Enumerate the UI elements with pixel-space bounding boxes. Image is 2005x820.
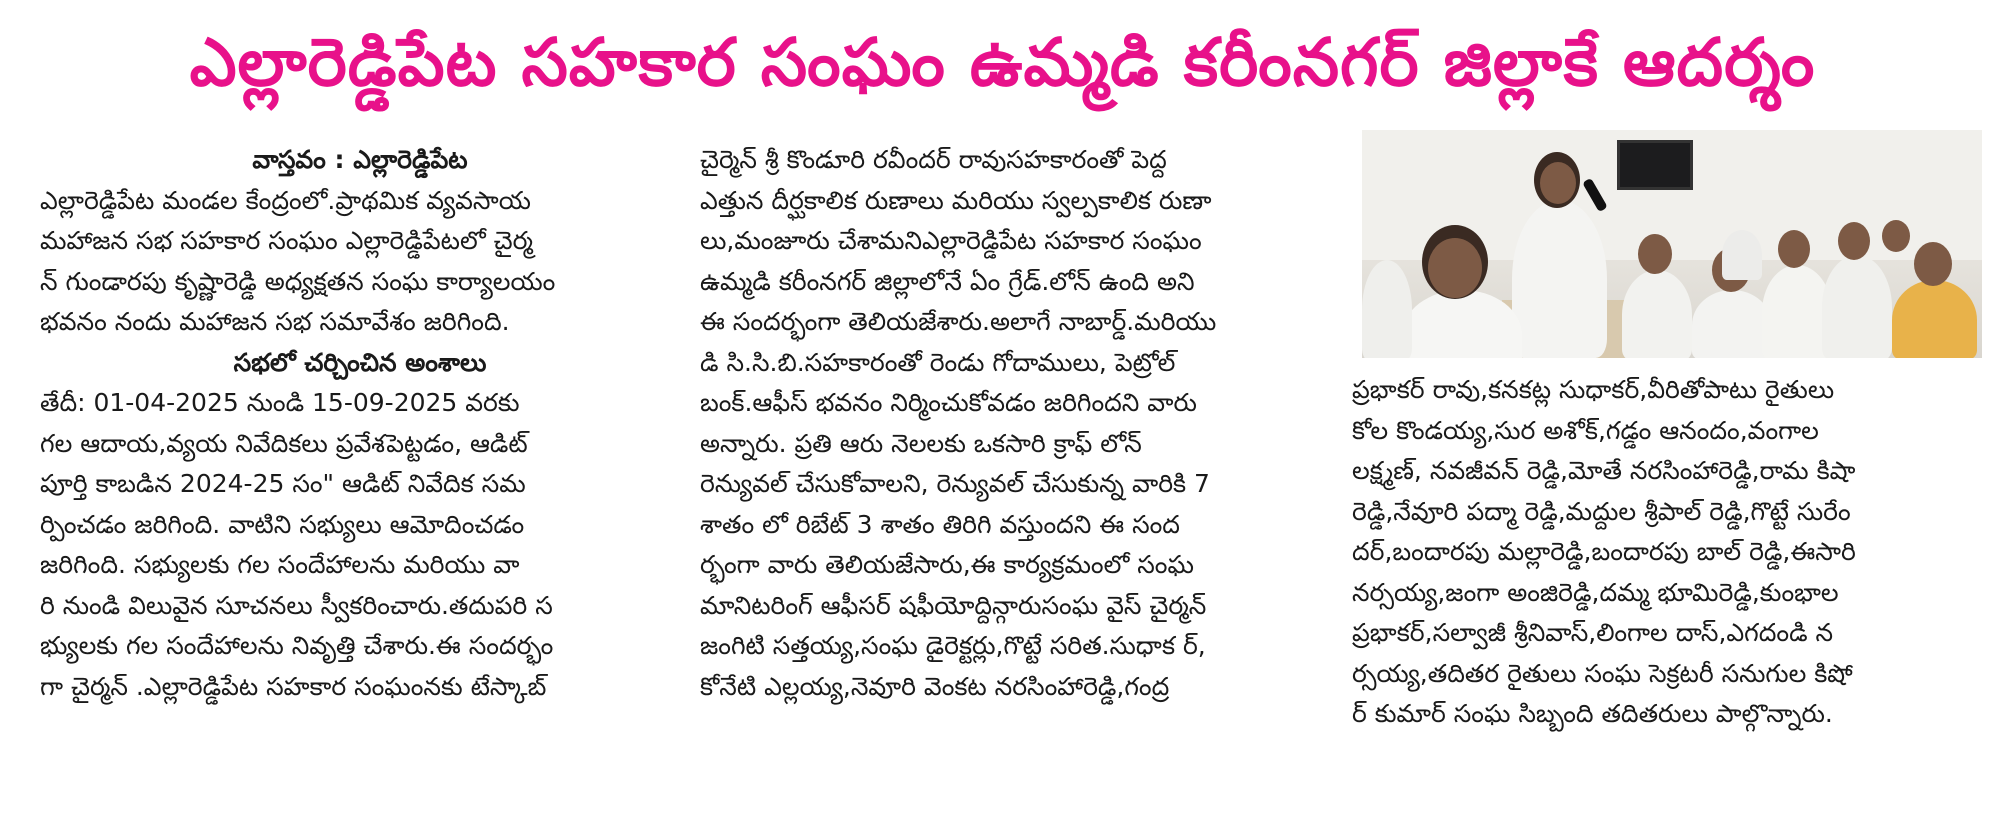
text-line: రెన్యువల్ చేసుకోవాలని, రెన్యువల్ చేసుకున్న వారికి 7 xyxy=(700,469,1210,498)
attendee-face xyxy=(1882,220,1910,252)
text-line: లు,మంజూరు చేశామనిఎల్లారెడ్డిపేట సహకార సంఘం xyxy=(700,226,1202,255)
article-column-2 xyxy=(700,140,1340,707)
dateline: వాస్తవం : ఎల్లారెడ్డిపేట xyxy=(252,145,468,174)
text-line: ఈ సందర్భంగా తెలియజేశారు.అలాగే నాబార్డ్.మరియు xyxy=(700,307,1217,336)
attendee-figure xyxy=(1362,260,1412,358)
text-line: ర్సయ్య,తదితర రైతులు సంఘ సెక్రటరీ సనుగుల కిషో xyxy=(1352,658,1853,688)
text-line: ఉమ్మడి కరీంనగర్ జిల్లాలోనే ఏం గ్రేడ్.లోన్ ఉంది అని xyxy=(700,266,1195,296)
meeting-photo xyxy=(1362,130,1982,358)
text-line: ర్భంగా వారు తెలియజేసారు,ఈ కార్యక్రమంలో సంఘ xyxy=(700,550,1194,579)
text-line: ప్రభాకర్,సల్వాజీ శ్రీనివాస్,లింగాల దాస్,ఎగదండి న xyxy=(1352,618,1834,647)
article-column-3 xyxy=(1352,370,1982,735)
text-line: బంక్.ఆఫీస్ భవనం నిర్మించుకోవడం జరిగిందని వారు xyxy=(700,388,1197,417)
attendee-face xyxy=(1638,234,1672,274)
text-line: దర్,బందారపు మల్లారెడ్డి,బందారపు బాల్ రెడ్డి,ఈసారి xyxy=(1352,537,1856,566)
attendee-face xyxy=(1914,242,1952,286)
article-column-1 xyxy=(40,140,680,707)
text-line: నర్సయ్య,జంగా అంజిరెడ్డి,దమ్మ భూమిరెడ్డి,కుంభాల xyxy=(1352,577,1839,607)
text-line: ర్పించడం జరిగింది. వాటిని సభ్యులు ఆమోదించడం xyxy=(40,509,525,539)
text-line: రెడ్డి,నేవూరి పద్మా రెడ్డి,మద్దుల శ్రీపాల్ రెడ్డి,గొట్టే సురేం xyxy=(1352,496,1851,526)
attendee-figure xyxy=(1892,280,1977,358)
attendee-figure xyxy=(1622,270,1692,358)
text-line: శాతం లో రిబేట్ 3 శాతం తిరిగి వస్తుందని ఈ సంద xyxy=(700,509,1180,539)
attendee-figure xyxy=(1722,230,1762,280)
attendee-face xyxy=(1778,230,1810,268)
text-line: గా చైర్మన్ .ఎల్లారెడ్డిపేట సహకార సంఘంనకు టేస్కాబ్ xyxy=(40,671,547,701)
attendee-face xyxy=(1838,222,1870,260)
text-line: పూర్తి కాబడిన 2024-25 సం" ఆడిట్ నివేదిక సమ xyxy=(40,469,526,498)
text-line: అన్నారు. ప్రతి ఆరు నెలలకు ఒకసారి క్రాఫ్ లోన్ xyxy=(700,428,1142,458)
text-line: కోల కొండయ్య,సుర అశోక్,గడ్డం ఆనందం,వంగాల xyxy=(1352,415,1819,445)
text-line: మహాజన సభ సహకార సంఘం ఎల్లారెడ్డిపేటలో చైర్మ xyxy=(40,226,533,255)
text-line: ప్రభాకర్ రావు,కనకట్ల సుధాకర్,వీరితోపాటు రైతులు xyxy=(1352,375,1835,404)
speaker-figure xyxy=(1512,200,1607,358)
text-line: జంగిటి సత్తయ్య,సంఘ డైరెక్టర్లు,గొట్టే సరిత.సుధాక ర్, xyxy=(700,631,1206,660)
text-line: గల ఆదాయ,వ్యయ నివేదికలు ప్రవేశపెట్టడం, ఆడిట్ xyxy=(40,428,528,458)
tv-screen xyxy=(1617,140,1693,190)
text-line: డి సి.సి.బి.సహకారంతో రెండు గోదాములు, పెట్రోల్ xyxy=(700,347,1176,377)
text-line: జరిగింది. సభ్యులకు గల సందేహాలను మరియు వా xyxy=(40,550,520,579)
text-line: రి నుండి విలువైన సూచనలు స్వీకరించారు.తదుపరి స xyxy=(40,590,553,620)
text-line: ర్ కుమార్ సంఘ సిబ్బంది తదితరులు పాల్గొన్నారు. xyxy=(1352,699,1833,728)
text-line: కోనేటి ఎల్లయ్య,నెవూరి వెంకట నరసింహారెడ్డి,గంద్ర xyxy=(700,671,1170,701)
headline: ఎల్లారెడ్డిపేట సహకార సంఘం ఉమ్మడి కరీంనగర్ జిల్లాకే ఆదర్శం xyxy=(189,24,1816,101)
text-line: చైర్మెన్ శ్రీ కొండూరి రవీందర్ రావుసహకారంతో పెద్ద xyxy=(700,145,1167,174)
text-line: ఎల్లారెడ్డిపేట మండల కేంద్రంలో.ప్రాథమిక వ్యవసాయ xyxy=(40,185,531,215)
text-line: ఎత్తున దీర్ఘకాలిక రుణాలు మరియు స్వల్పకాలిక రుణా xyxy=(700,185,1212,215)
speaker-face xyxy=(1540,162,1576,204)
text-line: భవనం నందు మహాజన సభ సమావేశం జరిగింది. xyxy=(40,307,510,336)
text-line: లక్ష్మణ్, నవజీవన్ రెడ్డి,మోతే నరసింహారెడ్డి,రామ కిషా xyxy=(1352,456,1856,485)
attendee-figure xyxy=(1692,290,1772,358)
text-line: భ్యులకు గల సందేహాలను నివృత్తి చేశారు.ఈ సందర్భం xyxy=(40,631,554,660)
text-line: తేదీ: 01-04-2025 నుండి 15-09-2025 వరకు xyxy=(40,388,520,417)
attendee-face xyxy=(1428,238,1482,298)
attendee-figure xyxy=(1822,255,1892,358)
text-line: మానిటరింగ్ ఆఫీసర్ షఫీయోద్దిన్గారుసంఘ వైస్ చైర్మన్ xyxy=(700,590,1207,620)
text-line: న్ గుండారపు కృష్ణారెడ్డి అధ్యక్షతన సంఘ కార్యాలయం xyxy=(40,266,556,296)
subheading: సభలో చర్చించిన అంశాలు xyxy=(233,347,487,377)
